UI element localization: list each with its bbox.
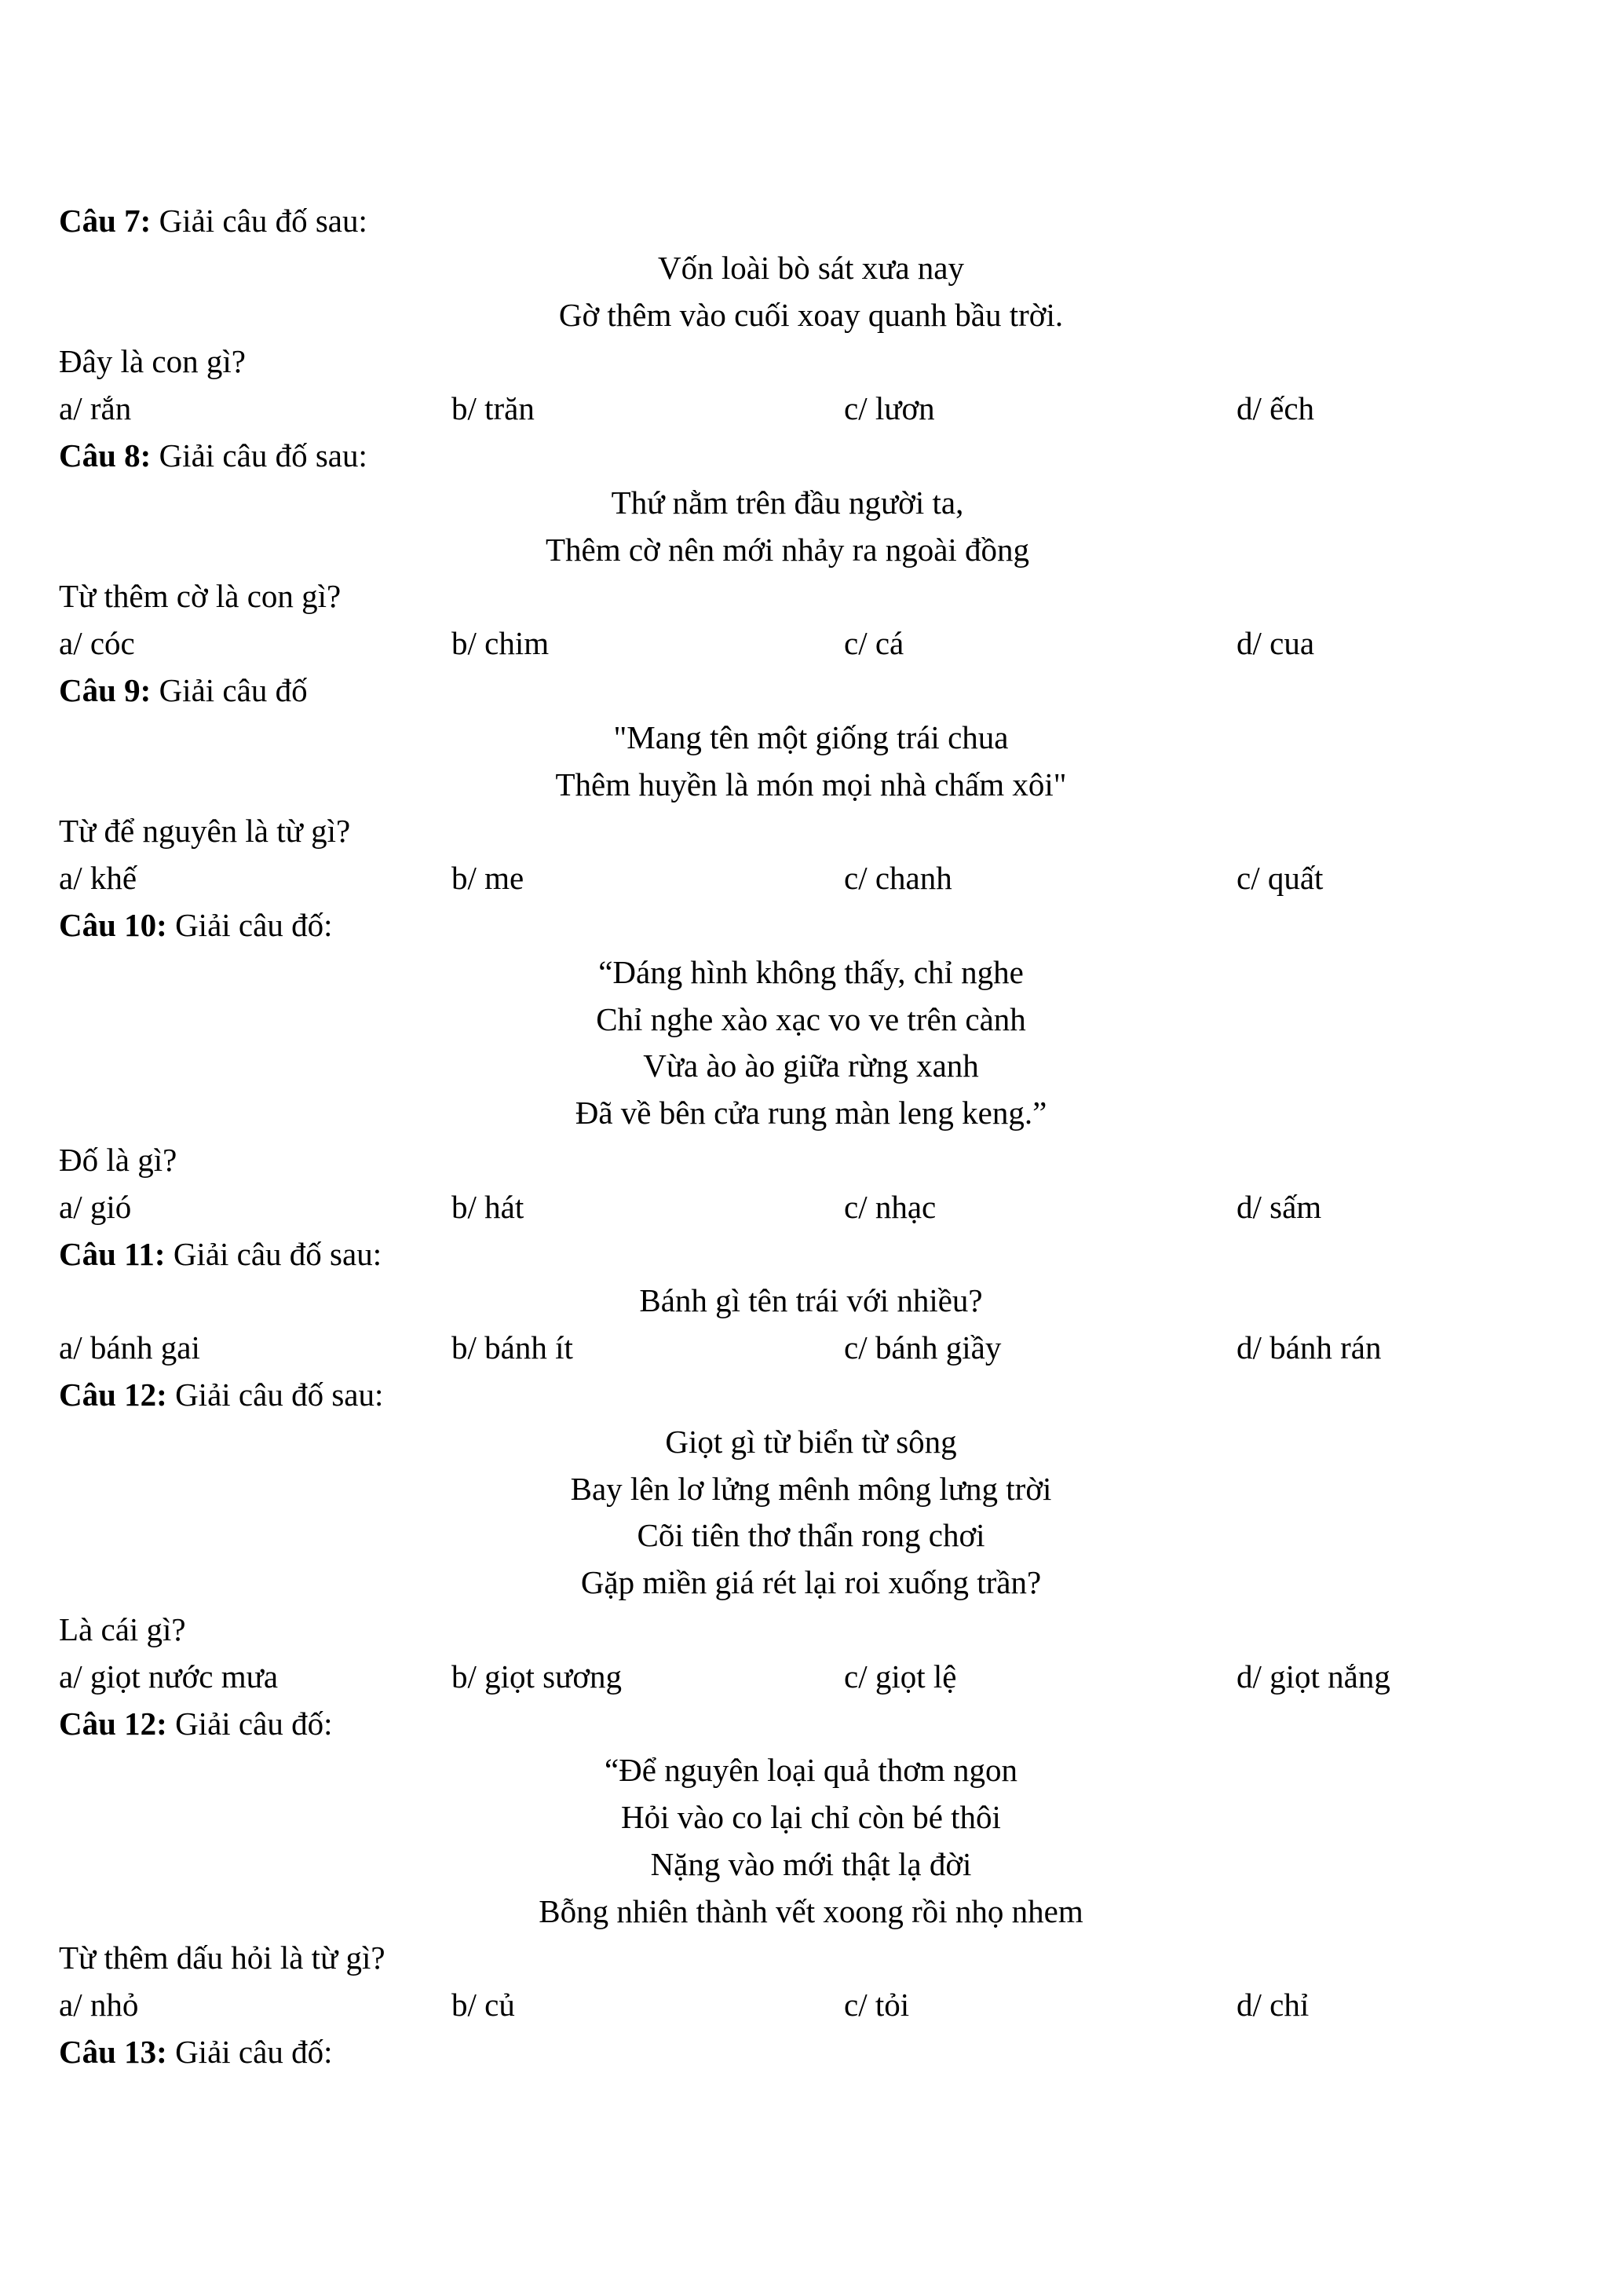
riddle-verse-line: “Để nguyên loại quả thơm ngon	[604, 1752, 1018, 1789]
answer-option: b/ củ	[451, 1987, 515, 2024]
question-number: Câu 9:	[59, 671, 152, 708]
answer-option: c/ cá	[844, 625, 904, 662]
answer-option: c/ bánh giầy	[844, 1329, 1002, 1366]
answer-option: c/ quất	[1237, 860, 1324, 897]
question-heading	[59, 1372, 1563, 1419]
question-heading	[59, 198, 1563, 245]
question-block	[59, 902, 1563, 1231]
riddle-verse-line: Vừa ào ào giữa rừng xanh	[643, 1047, 979, 1084]
answer-option: b/ trăn	[451, 390, 535, 427]
riddle-verse-line: Vốn loài bò sát xưa nay	[657, 249, 964, 286]
answer-option: c/ chanh	[844, 860, 952, 897]
answer-options	[59, 620, 1563, 667]
question-heading	[59, 1231, 1563, 1278]
riddle-question: Đây là con gì?	[59, 343, 246, 380]
riddle-verse-line: Giọt gì từ biển từ sông	[665, 1423, 957, 1460]
answer-option: a/ nhỏ	[59, 1987, 139, 2024]
answer-option: c/ giọt lệ	[844, 1658, 957, 1695]
riddle-verse-line: Thêm cờ nên mới nhảy ra ngoài đồng	[545, 531, 1030, 568]
question-prompt: Giải câu đố:	[166, 1705, 333, 1742]
riddle-verse-line: "Mang tên một giống trái chua	[613, 718, 1009, 755]
question-number: Câu 13:	[59, 2034, 167, 2071]
answer-option: c/ tỏi	[844, 1987, 910, 2024]
riddle-question: Từ thêm cờ là con gì?	[59, 578, 342, 615]
riddle-question: Là cái gì?	[59, 1610, 186, 1647]
question-heading	[59, 1701, 1563, 1748]
answer-option: a/ gió	[59, 1188, 132, 1225]
answer-option: a/ khế	[59, 860, 137, 897]
answer-options	[59, 1325, 1563, 1372]
answer-option: b/ bánh ít	[451, 1329, 573, 1366]
riddle-question: Từ để nguyên là từ gì?	[59, 813, 351, 850]
answer-options	[59, 1184, 1563, 1231]
question-prompt: Giải câu đố sau:	[166, 1376, 384, 1413]
riddle-verse-line: Bỗng nhiên thành vết xoong rồi nhọ nhem	[539, 1892, 1083, 1929]
answer-options	[59, 1654, 1563, 1701]
question-heading	[59, 902, 1563, 949]
question-prompt: Giải câu đố sau:	[151, 203, 367, 239]
riddle-verse-line: Gờ thêm vào cuối xoay quanh bầu trời.	[558, 296, 1064, 333]
riddle-verse-line: Bay lên lơ lửng mênh mông lưng trời	[570, 1470, 1052, 1507]
question-number: Câu 12:	[59, 1376, 167, 1413]
question-number: Câu 8:	[59, 437, 152, 473]
riddle-verse-line: “Dáng hình không thấy, chỉ nghe	[598, 953, 1024, 990]
answer-options	[59, 855, 1563, 902]
question-prompt: Giải câu đố	[151, 671, 308, 708]
question-number: Câu 10:	[59, 906, 167, 943]
question-number: Câu 12:	[59, 1705, 167, 1742]
answer-option: a/ giọt nước mưa	[59, 1658, 279, 1695]
answer-option: c/ lươn	[844, 390, 935, 427]
answer-option: b/ giọt sương	[451, 1658, 623, 1695]
question-block	[59, 1231, 1563, 1372]
question-block	[59, 433, 1563, 667]
riddle-verse-line: Cõi tiên thơ thẩn rong chơi	[637, 1517, 985, 1554]
question-heading	[59, 433, 1563, 480]
question-block	[59, 1701, 1563, 2030]
question-heading	[59, 2029, 1563, 2076]
answer-option: d/ bánh rán	[1237, 1329, 1382, 1366]
question-block	[59, 1372, 1563, 1701]
answer-option: d/ ếch	[1237, 390, 1315, 427]
answer-option: b/ chim	[451, 625, 550, 662]
riddle-verse-line: Thêm huyền là món mọi nhà chấm xôi"	[555, 766, 1067, 803]
riddle-verse-line: Bánh gì tên trái với nhiều?	[639, 1282, 983, 1319]
answer-option: b/ me	[451, 860, 524, 897]
question-block	[59, 667, 1563, 902]
question-block	[59, 198, 1563, 433]
riddle-verse-line: Hỏi vào co lại chỉ còn bé thôi	[621, 1799, 1001, 1836]
riddle-verse-line: Thứ nằm trên đầu người ta,	[611, 484, 964, 521]
answer-option: a/ bánh gai	[59, 1329, 200, 1366]
question-heading	[59, 667, 1563, 715]
answer-option: d/ chỉ	[1237, 1987, 1310, 2024]
riddle-verse-line: Đã về bên cửa rung màn leng keng.”	[575, 1095, 1047, 1132]
riddle-question: Từ thêm dấu hỏi là từ gì?	[59, 1940, 385, 1976]
riddle-verse-line: Gặp miền giá rét lại roi xuống trần?	[580, 1564, 1042, 1601]
riddle-verse-line: Nặng vào mới thật lạ đời	[650, 1845, 972, 1882]
answer-options	[59, 1982, 1563, 2029]
question-number: Câu 7:	[59, 203, 152, 239]
question-prompt: Giải câu đố:	[166, 2034, 333, 2071]
riddle-verse-line: Chỉ nghe xào xạc vo ve trên cành	[596, 1000, 1026, 1037]
answer-option: a/ cóc	[59, 625, 135, 662]
answer-option: d/ giọt nắng	[1237, 1658, 1390, 1695]
question-number: Câu 11:	[59, 1235, 166, 1272]
question-prompt: Giải câu đố sau:	[165, 1235, 382, 1272]
answer-option: b/ hát	[451, 1188, 524, 1225]
question-block	[59, 2029, 1563, 2076]
answer-option: d/ sấm	[1237, 1188, 1322, 1225]
answer-options	[59, 386, 1563, 433]
document-page	[59, 198, 1563, 2076]
answer-option: a/ rắn	[59, 390, 132, 427]
riddle-question: Đố là gì?	[59, 1141, 177, 1178]
question-prompt: Giải câu đố:	[166, 906, 333, 943]
answer-option: c/ nhạc	[844, 1188, 937, 1225]
answer-option: d/ cua	[1237, 625, 1315, 662]
question-prompt: Giải câu đố sau:	[151, 437, 367, 473]
